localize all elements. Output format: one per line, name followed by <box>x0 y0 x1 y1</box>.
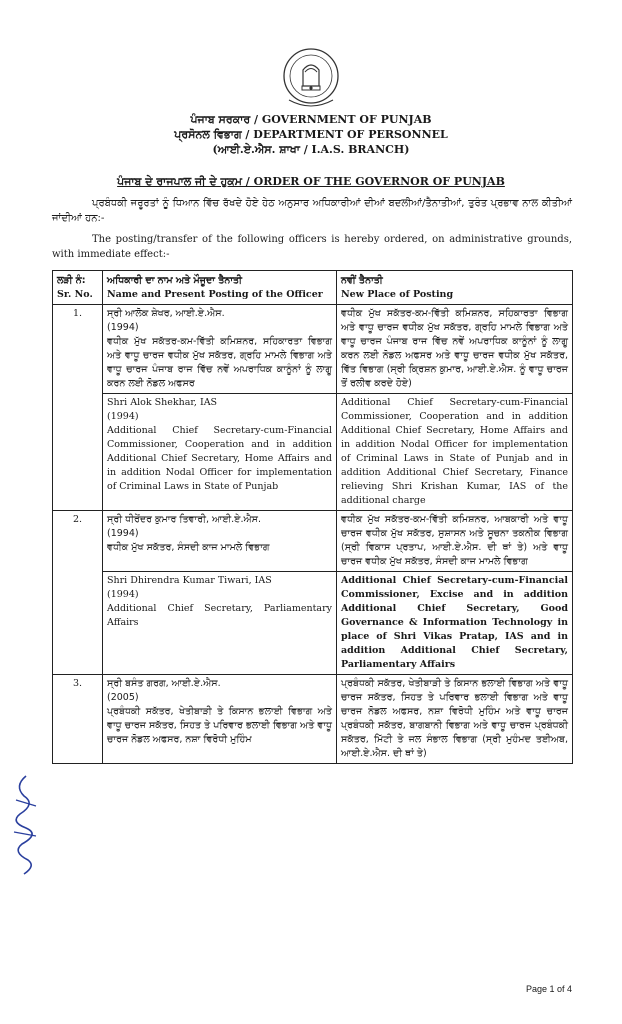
order-title: ਪੰਜਾਬ ਦੇ ਰਾਜਪਾਲ ਜੀ ਦੇ ਹੁਕਮ / ORDER OF THE GOVERNOR OF PUNJAB <box>117 175 505 188</box>
table-row <box>53 394 573 511</box>
officer-cell-en <box>103 394 337 511</box>
officer-cell-pa <box>103 511 337 572</box>
govt-name: ਪੰਜਾਬ ਸਰਕਾਰ / GOVERNMENT OF PUNJAB <box>190 113 432 126</box>
officer-batch: (1994) <box>107 322 139 333</box>
officer-cell-pa <box>103 675 337 764</box>
header-officer <box>103 271 337 305</box>
header-new-posting <box>337 271 573 305</box>
signature-icon <box>6 770 46 880</box>
new-posting-pa: ਵਧੀਕ ਮੁੱਖ ਸਕੱਤਰ-ਕਮ-ਵਿੱਤੀ ਕਮਿਸ਼ਨਰ, ਆਬਕਾਰੀ ਅਤੇ ਵਾਧੂ ਚਾਰਜ ਵਧੀਕ ਮੁੱਖ ਸਕੱਤਰ, ਸੁਸ਼ਾਸਨ ਅਤੇ ਸੂਚਨਾ ਤਕਨੀਕ ਵਿਭਾਗ (ਸ੍ਰੀ ਵਿਕਾਸ ਪ੍ਰਤਾਪ, ਆਈ.ਏ.ਐਸ. ਦੀ ਥਾਂ ਤੇ) ਅਤੇ ਵਾਧੂ ਚਾਰਜ ਵਧੀਕ ਮੁੱਖ ਸਕੱਤਰ, ਸੰਸਦੀ ਕਾਜ ਮਾਮਲੇ ਵਿਭਾਗ <box>337 511 573 572</box>
sr-number: 2. <box>53 511 103 675</box>
header-sr-no-en: Sr. No. <box>57 289 93 300</box>
table-row <box>53 675 573 764</box>
intro-english: The posting/transfer of the following officers is hereby ordered, on administrative grounds, with immediate effect:- <box>52 234 572 260</box>
officer-post: ਵਧੀਕ ਮੁੱਖ ਸਕੱਤਰ-ਕਮ-ਵਿੱਤੀ ਕਮਿਸ਼ਨਰ, ਸਹਿਕਾਰਤਾ ਵਿਭਾਗ ਅਤੇ ਵਾਧੂ ਚਾਰਜ ਵਧੀਕ ਮੁੱਖ ਸਕੱਤਰ, ਗ੍ਰਹਿ ਮਾਮਲੇ ਵਿਭਾਗ ਅਤੇ ਵਾਧੂ ਚਾਰਜ ਪੰਜਾਬ ਰਾਜ ਵਿੱਚ ਨਵੇਂ ਅਪਰਾਧਿਕ ਕਾਨੂੰਨਾਂ ਨੂੰ ਲਾਗੂ ਕਰਨ ਲਈ ਨੋਡਲ ਅਫਸਰ <box>107 336 332 389</box>
officer-batch: (2005) <box>107 692 139 703</box>
emblem-icon <box>281 46 341 112</box>
officer-batch: (1994) <box>107 589 139 600</box>
officer-name: ਸ੍ਰੀ ਧੀਰੇਂਦਰ ਕੁਮਾਰ ਤਿਵਾਰੀ, ਆਈ.ਏ.ਐਸ. <box>107 514 261 525</box>
officer-name: ਸ੍ਰੀ ਬਸੰਤ ਗਰਗ, ਆਈ.ਏ.ਐਸ. <box>107 678 221 689</box>
header-sr-no-pa: ਲੜੀ ਨੰ: <box>57 275 86 286</box>
header-new-posting-pa: ਨਵੀਂ ਤੈਨਾਤੀ <box>341 275 383 286</box>
header-new-posting-en: New Place of Posting <box>341 289 454 300</box>
officer-name: ਸ੍ਰੀ ਆਲੋਕ ਸ਼ੇਖਰ, ਆਈ.ਏ.ਐਸ. <box>107 308 225 319</box>
officer-batch: (1994) <box>107 411 139 422</box>
officer-name: Shri Dhirendra Kumar Tiwari, IAS <box>107 575 272 586</box>
officer-post: ਵਧੀਕ ਮੁੱਖ ਸਕੱਤਰ, ਸੰਸਦੀ ਕਾਜ ਮਾਮਲੇ ਵਿਭਾਗ <box>107 542 270 553</box>
officer-cell-pa <box>103 305 337 394</box>
header-officer-en: Name and Present Posting of the Officer <box>107 289 323 300</box>
officer-post: Additional Chief Secretary-cum-Financial Commissioner, Cooperation and in addition Additional Chief Secretary, Home Affairs and in addition Nodal Officer for implementation of Criminal Laws in State of Punjab <box>107 425 332 492</box>
sr-number: 1. <box>53 305 103 511</box>
department-name: ਪ੍ਰਸੋਨਲ ਵਿਭਾਗ / DEPARTMENT OF PERSONNEL <box>174 128 448 141</box>
branch-name: (ਆਈ.ਏ.ਐਸ. ਸ਼ਾਖਾ / I.A.S. BRANCH) <box>212 143 410 156</box>
table-row <box>53 305 573 394</box>
table-row <box>53 511 573 572</box>
intro-punjabi: ਪ੍ਰਬੰਧਕੀ ਜਰੂਰਤਾਂ ਨੂੰ ਧਿਆਨ ਵਿੱਚ ਰੱਖਦੇ ਹੋਏ ਹੇਠ ਅਨੁਸਾਰ ਅਧਿਕਾਰੀਆਂ ਦੀਆਂ ਬਦਲੀਆਂ/ਤੈਨਾਤੀਆਂ, ਤੁਰੰਤ ਪ੍ਰਭਾਵ ਨਾਲ ਕੀਤੀਆਂ ਜਾਂਦੀਆਂ ਹਨ:- <box>52 198 572 224</box>
table-row <box>53 572 573 675</box>
officer-cell-en <box>103 572 337 675</box>
new-posting-en: Additional Chief Secretary-cum-Financial Commissioner, Cooperation and in addition Additional Chief Secretary, Home Affairs and in addition Nodal Officer for implementation of Criminal Laws in State of Punjab and in addition Additional Chief Secretary, Finance relieving Shri Krishan Kumar, IAS of the additional charge <box>337 394 573 511</box>
new-posting-pa: ਪ੍ਰਬੰਧਕੀ ਸਕੱਤਰ, ਖੇਤੀਬਾੜੀ ਤੇ ਕਿਸਾਨ ਭਲਾਈ ਵਿਭਾਗ ਅਤੇ ਵਾਧੂ ਚਾਰਜ ਸਕੱਤਰ, ਸਿਹਤ ਤੇ ਪਰਿਵਾਰ ਭਲਾਈ ਵਿਭਾਗ ਅਤੇ ਵਾਧੂ ਚਾਰਜ ਨੋਡਲ ਅਫਸਰ, ਨਸ਼ਾ ਵਿਰੋਧੀ ਮੁਹਿੰਮ ਅਤੇ ਵਾਧੂ ਚਾਰਜ ਪ੍ਰਬੰਧਕੀ ਸਕੱਤਰ, ਬਾਗਬਾਨੀ ਵਿਭਾਗ ਅਤੇ ਵਾਧੂ ਚਾਰਜ ਪ੍ਰਬੰਧਕੀ ਸਕੱਤਰ, ਮਿੱਟੀ ਤੇ ਜਲ ਸੰਭਾਲ ਵਿਭਾਗ (ਸ੍ਰੀ ਮੁਹੰਮਦ ਤਈਅਬ, ਆਈ.ਏ.ਐਸ. ਦੀ ਥਾਂ ਤੇ) <box>337 675 573 764</box>
page-number: Page 1 of 4 <box>525 984 572 994</box>
posting-table <box>52 270 573 764</box>
sr-number: 3. <box>53 675 103 764</box>
header-officer-pa: ਅਧਿਕਾਰੀ ਦਾ ਨਾਮ ਅਤੇ ਮੌਜੂਦਾ ਤੈਨਾਤੀ <box>107 275 242 286</box>
officer-post: ਪ੍ਰਬੰਧਕੀ ਸਕੱਤਰ, ਖੇਤੀਬਾੜੀ ਤੇ ਕਿਸਾਨ ਭਲਾਈ ਵਿਭਾਗ ਅਤੇ ਵਾਧੂ ਚਾਰਜ ਸਕੱਤਰ, ਸਿਹਤ ਤੇ ਪਰਿਵਾਰ ਭਲਾਈ ਵਿਭਾਗ ਅਤੇ ਵਾਧੂ ਚਾਰਜ ਨੋਡਲ ਅਫਸਰ, ਨਸ਼ਾ ਵਿਰੋਧੀ ਮੁਹਿੰਮ <box>107 706 332 745</box>
table-header-row <box>53 271 573 305</box>
new-posting-pa: ਵਧੀਕ ਮੁੱਖ ਸਕੱਤਰ-ਕਮ-ਵਿੱਤੀ ਕਮਿਸ਼ਨਰ, ਸਹਿਕਾਰਤਾ ਵਿਭਾਗ ਅਤੇ ਵਾਧੂ ਚਾਰਜ ਵਧੀਕ ਮੁੱਖ ਸਕੱਤਰ, ਗ੍ਰਹਿ ਮਾਮਲੇ ਵਿਭਾਗ ਅਤੇ ਵਾਧੂ ਚਾਰਜ ਪੰਜਾਬ ਰਾਜ ਵਿੱਚ ਨਵੇਂ ਅਪਰਾਧਿਕ ਕਾਨੂੰਨਾਂ ਨੂੰ ਲਾਗੂ ਕਰਨ ਲਈ ਨੋਡਲ ਅਫਸਰ ਅਤੇ ਵਾਧੂ ਚਾਰਜ ਵਧੀਕ ਮੁੱਖ ਸਕੱਤਰ, ਵਿੱਤ ਵਿਭਾਗ (ਸ੍ਰੀ ਕ੍ਰਿਸ਼ਨ ਕੁਮਾਰ, ਆਈ.ਏ.ਐਸ. ਨੂੰ ਵਾਧੂ ਚਾਰਜ ਤੋਂ ਰਲੀਵ ਕਰਦੇ ਹੋਏ) <box>337 305 573 394</box>
officer-post: Additional Chief Secretary, Parliamentary Affairs <box>107 603 332 628</box>
officer-name: Shri Alok Shekhar, IAS <box>107 397 218 408</box>
new-posting-en: Additional Chief Secretary-cum-Financial Commissioner, Excise and in addition Additional Chief Secretary, Good Governance & Information Technology in place of Shri Vikas Pratap, IAS and in addition Additional Chief Secretary, Parliamentary Affairs <box>337 572 573 675</box>
header-sr-no <box>53 271 103 305</box>
officer-batch: (1994) <box>107 528 139 539</box>
letterhead <box>0 112 622 157</box>
